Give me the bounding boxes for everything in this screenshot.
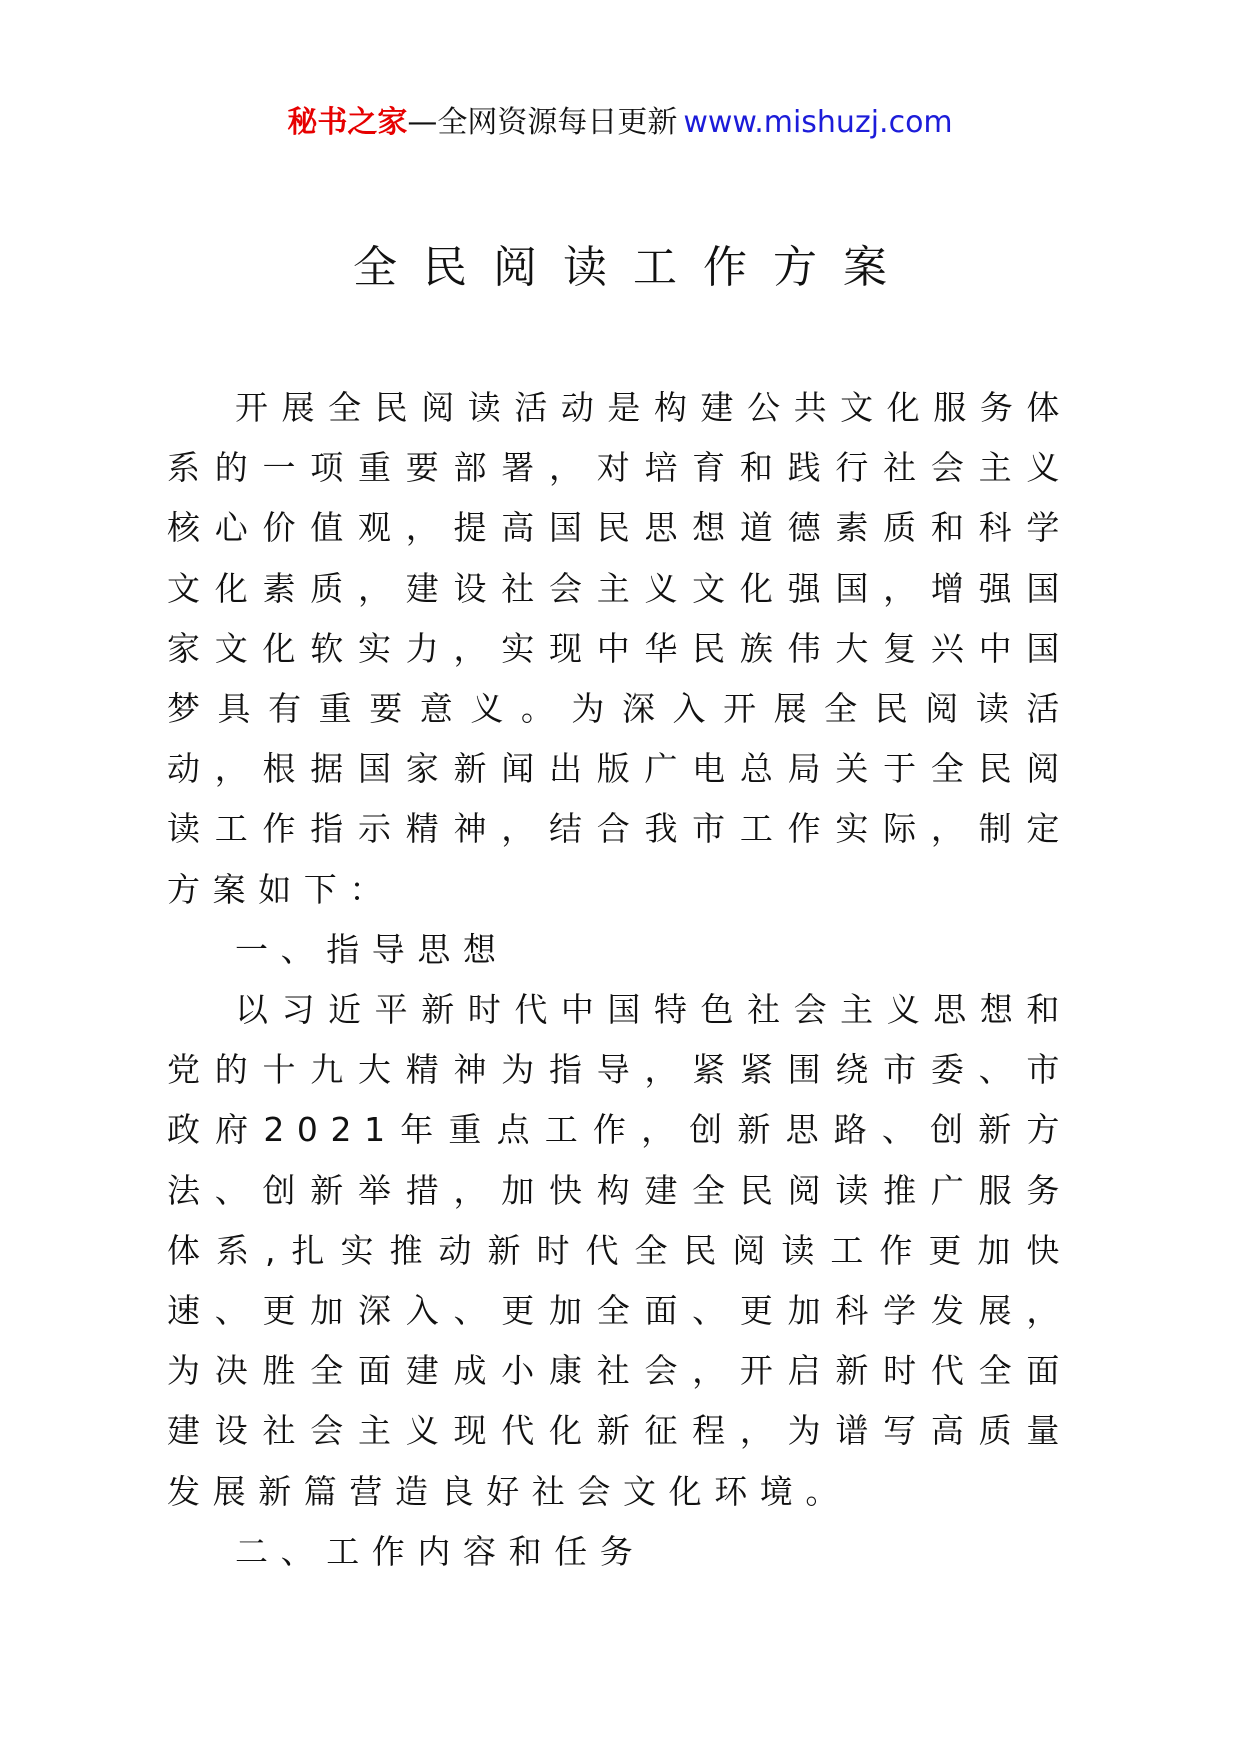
section-1-paragraph: 以习近平新时代中国特色社会主义思想和党的十九大精神为指导，紧紧围绕市委、市政府2021年重点工作，创新思路、创新方法、创新举措，加快构建全民阅读推广服务体系,扎实推动新时代全民阅读工作更加快速、更加深入、更加全面、更加科学发展，为决胜全面建成小康社会，开启新时代全面建设社会主义现代化新征程，为谱写高质量发展新篇营造良好社会文化环境。 <box>167 990 1072 1511</box>
document-body <box>167 378 1072 1582</box>
section-heading-1: 一、指导思想 <box>235 929 509 969</box>
document-title: 全民阅读工作方案 <box>353 242 913 293</box>
brand-name: 秘书之家 <box>287 105 408 140</box>
intro-paragraph: 开展全民阅读活动是构建公共文化服务体系的一项重要部署，对培育和践行社会主义核心价值观，提高国民思想道德素质和科学文化素质，建设社会主义文化强国，增强国家文化软实力，实现中华民族伟大复兴中国梦具有重要意义。为深入开展全民阅读活动，根据国家新闻出版广电总局关于全民阅读工作指示精神，结合我市工作实际，制定方案如下： <box>167 388 1072 909</box>
header-tagline: —全网资源每日更新 <box>407 105 678 140</box>
section-heading-2: 二、工作内容和任务 <box>235 1531 646 1571</box>
site-header <box>0 103 1240 143</box>
site-url-link[interactable]: www.mishuzj.com <box>683 105 953 140</box>
